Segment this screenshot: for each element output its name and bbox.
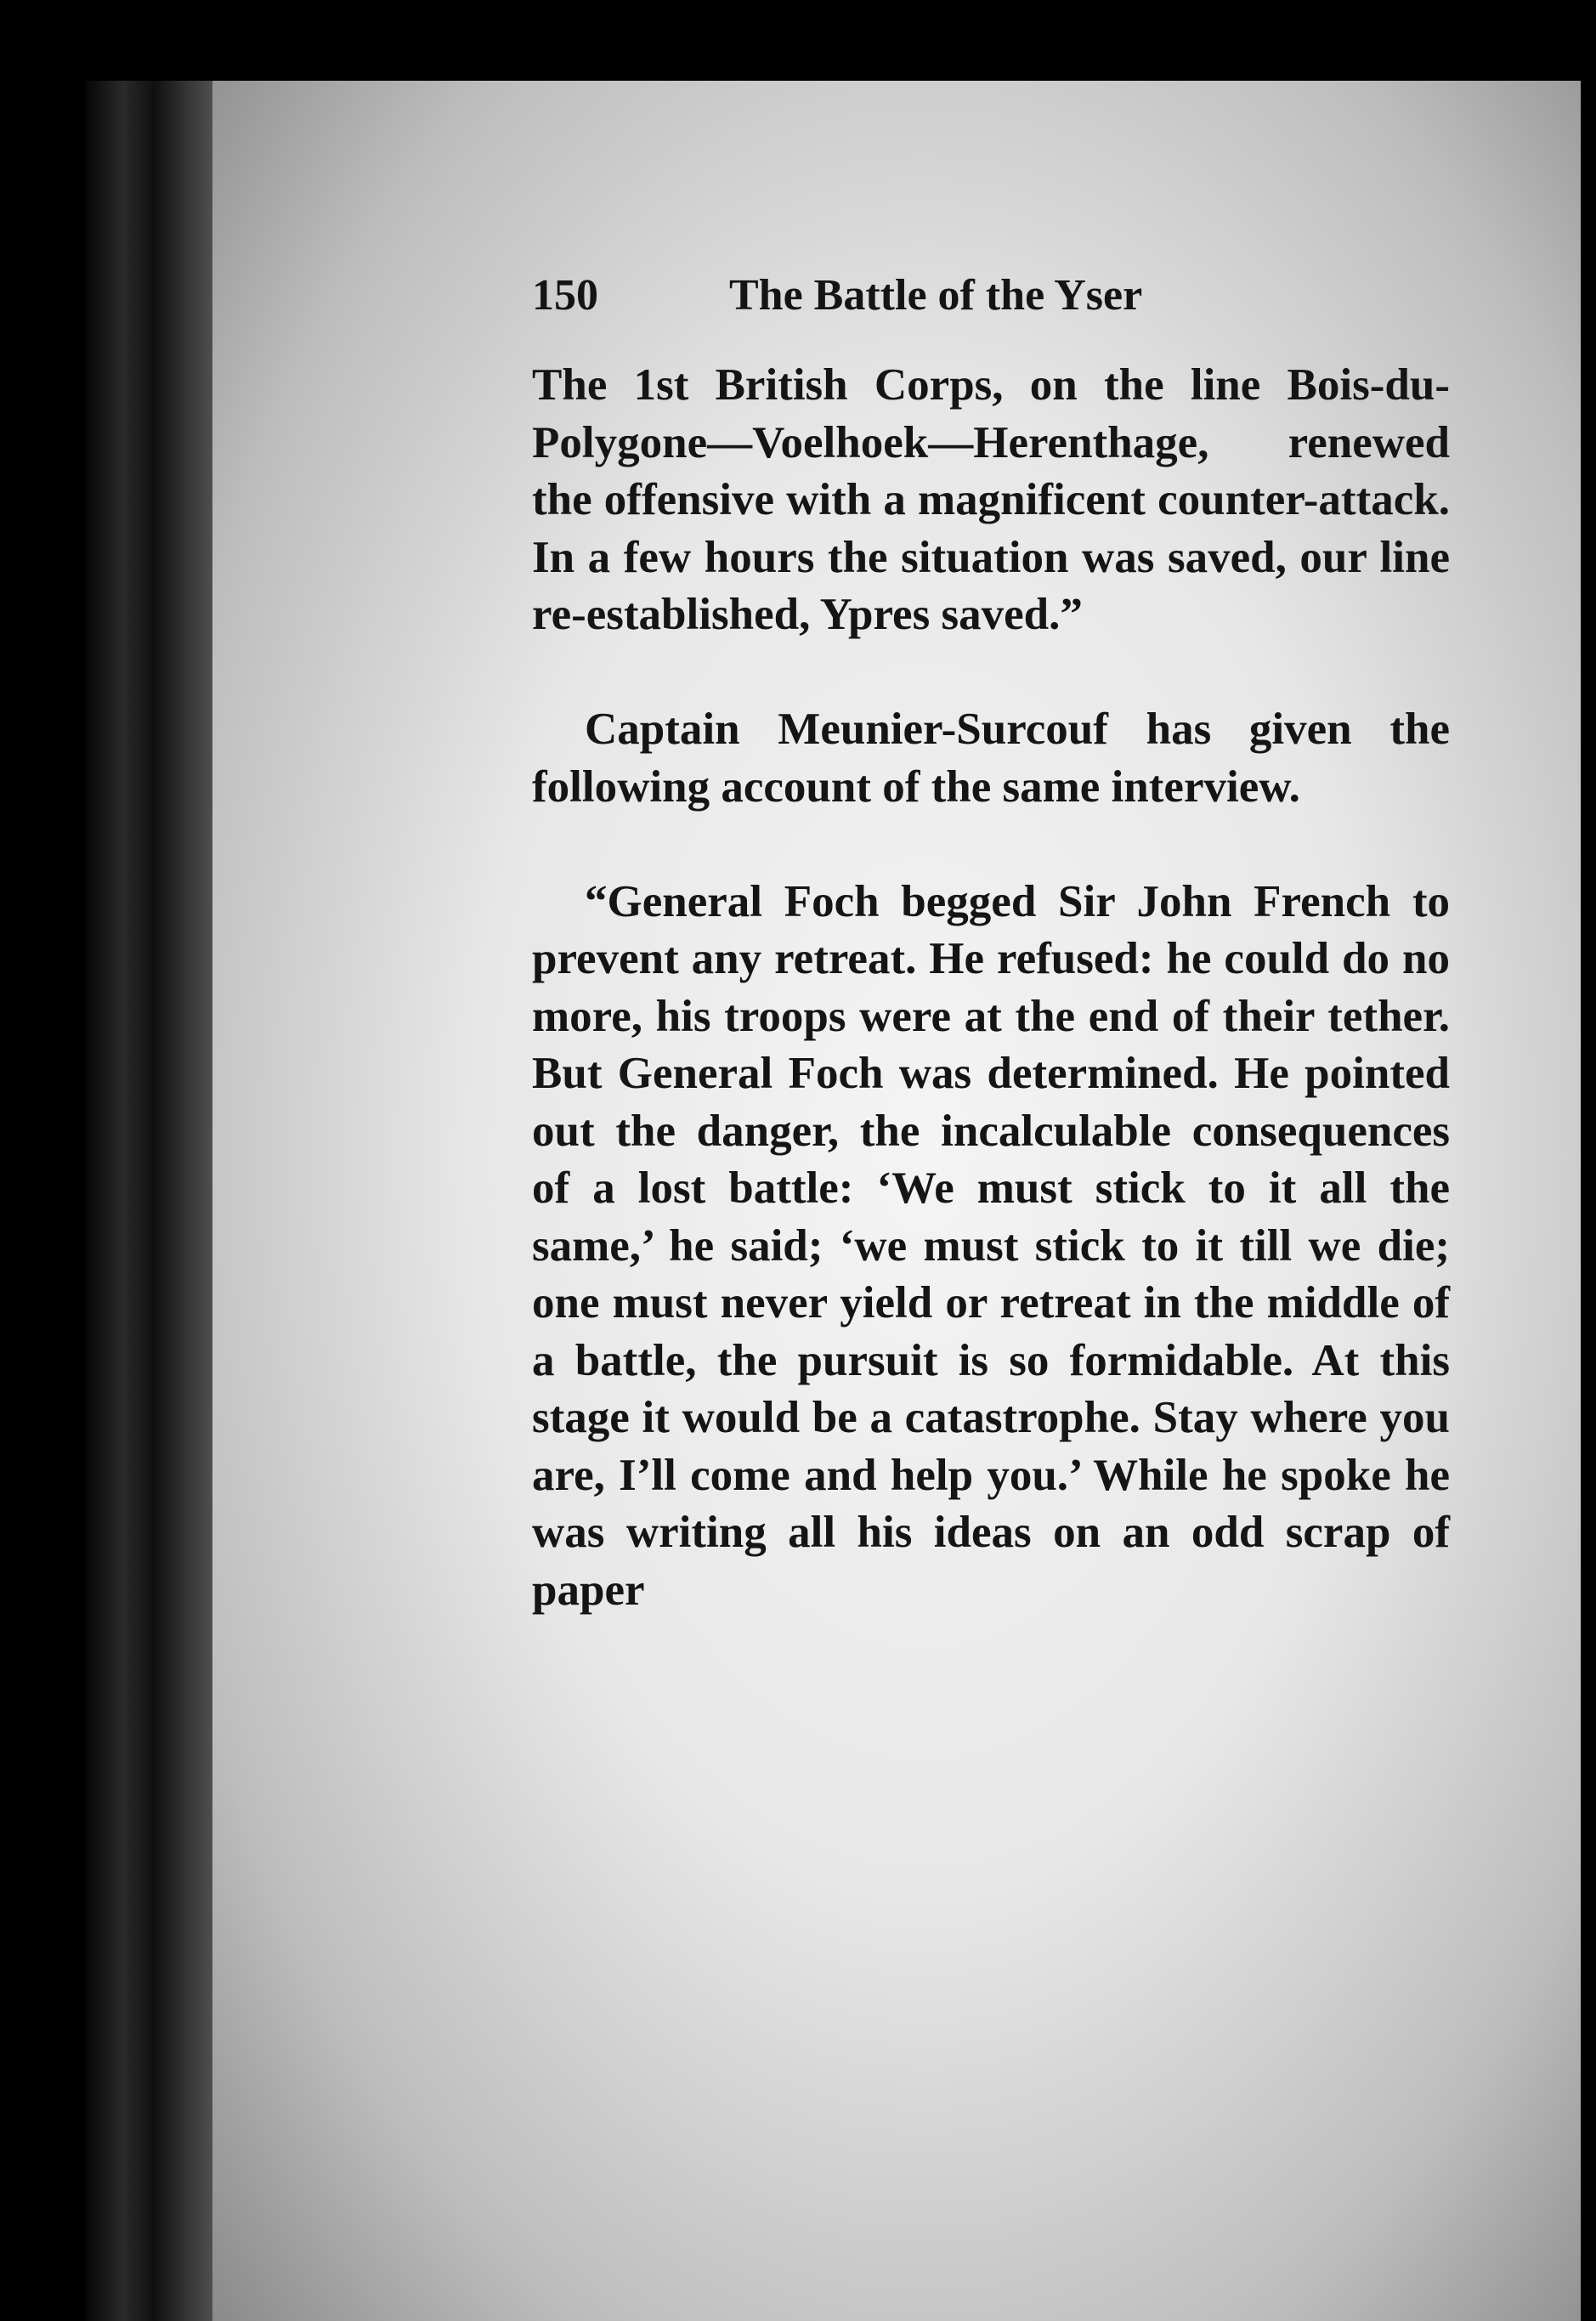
running-title: The Battle of the Yser <box>729 271 1143 320</box>
paragraph-gap <box>532 644 1450 702</box>
page-body <box>532 357 1450 1619</box>
page-number: 150 <box>532 271 598 320</box>
paragraph-gap <box>532 816 1450 874</box>
paragraph-intro: Captain Meunier-Surcouf has given the following account of the same interview. <box>532 705 1450 812</box>
paragraph-quote: “General Foch begged Sir John French to prevent any retreat. He refused: he could do no more, his troops were at the end of their tether. But General Foch was determined. He pointed out the danger, the incalculable consequences of a lost battle: ‘We must stick to it all the same,’ he said; ‘we must stick to it till we die; one must never yield or retreat in the middle of a battle, the pursuit is so formidable. At this stage it would be a catastrophe. Stay where you are, I’ll come and help you.’ While he spoke he was writing all his ideas on an odd scrap of paper <box>532 876 1450 1615</box>
page-header <box>532 270 1450 338</box>
paragraph-continuation: The 1st British Corps, on the line Bois-du-Polygone—Voelhoek—Herenthage, renewed the offensive with a magnificent counter-attack. In a few hours the situation was saved, our line re-established, Ypres saved.” <box>532 360 1450 639</box>
